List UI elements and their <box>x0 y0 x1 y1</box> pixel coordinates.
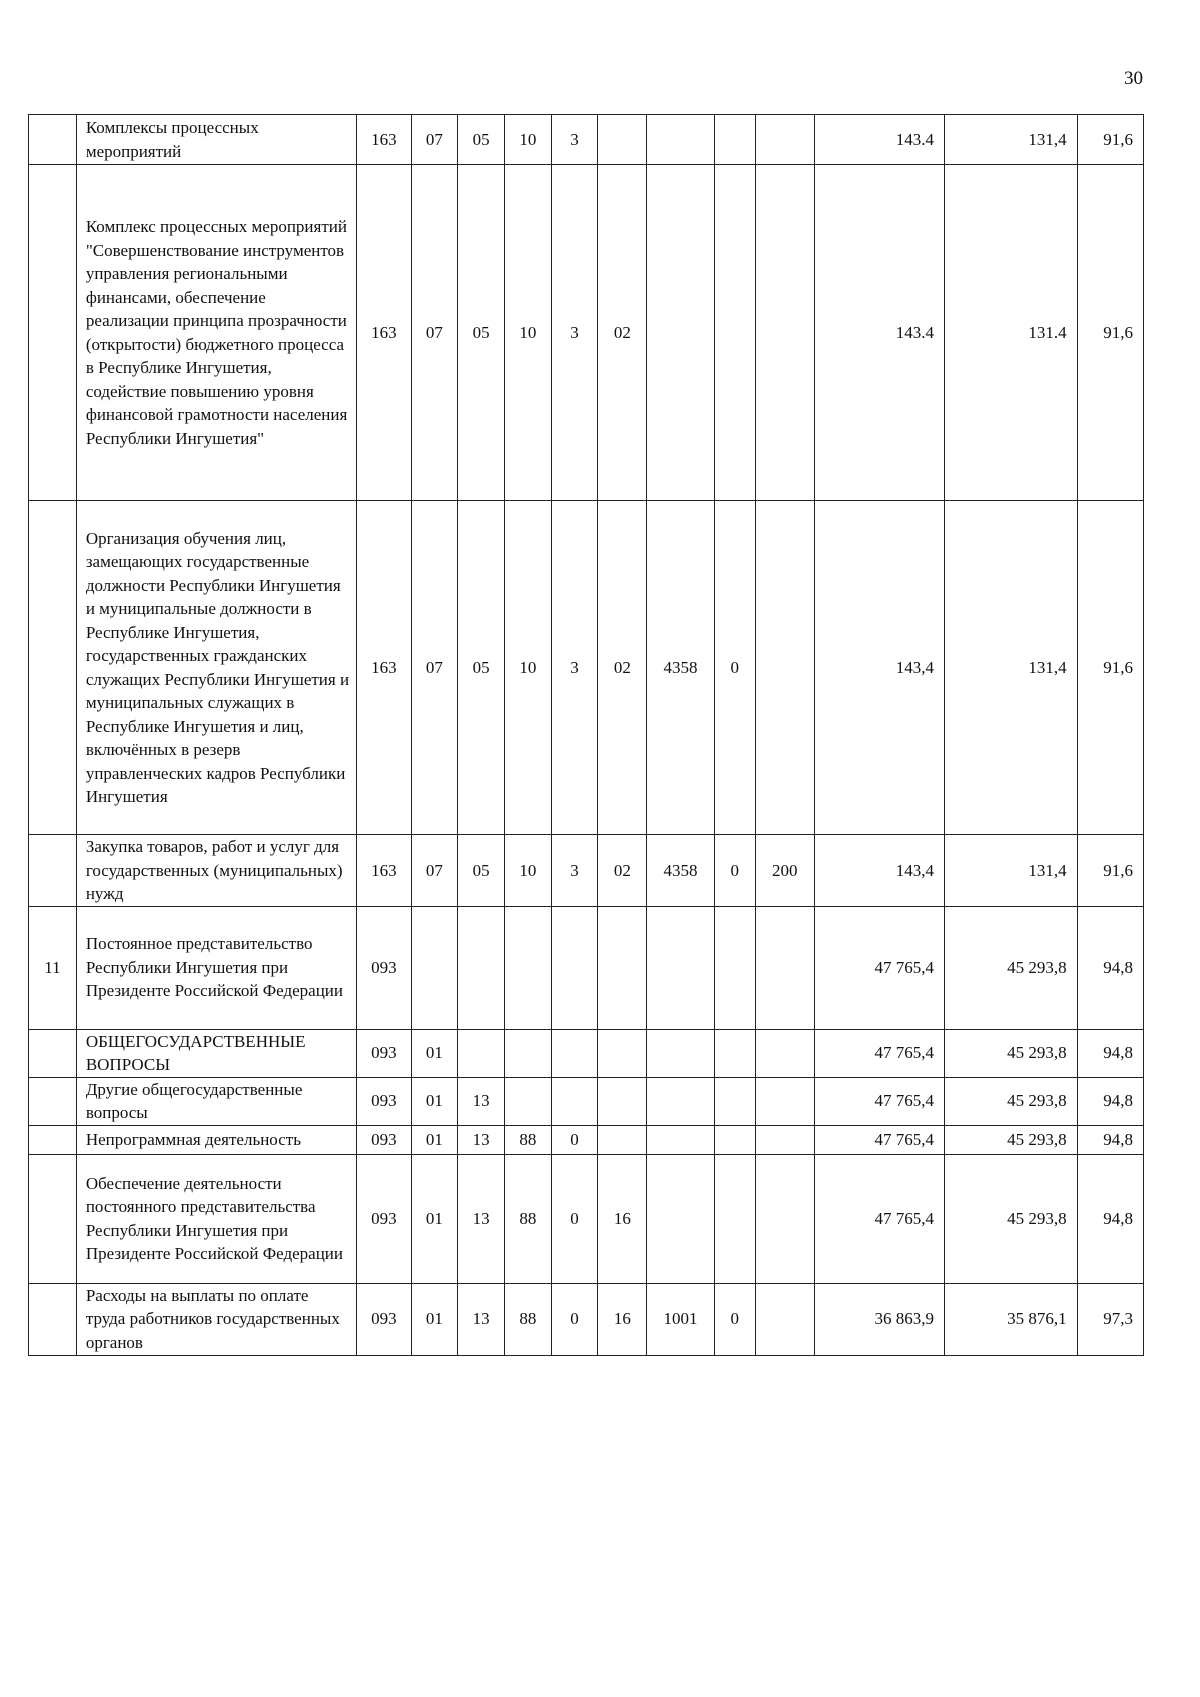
code-cell: 0 <box>714 1283 755 1355</box>
code-cell: 093 <box>357 1154 411 1283</box>
code-cell: 163 <box>357 835 411 907</box>
row-ordinal <box>29 165 77 501</box>
code-cell <box>458 906 505 1029</box>
code-cell: 4358 <box>647 501 714 835</box>
row-name: Организация обучения лиц, замещающих государственные должности Республики Ингушетия и муниципальные должности в Республике Ингушетия, государственных гражданских служащих Республики Ингушетия и муниципальных служащих в Республике Ингушетия и лиц, включённых в резерв управленческих кадров Республики Ингушетия <box>76 501 356 835</box>
code-cell <box>755 1125 814 1154</box>
code-cell: 093 <box>357 1283 411 1355</box>
code-cell <box>755 1154 814 1283</box>
code-cell: 07 <box>411 501 458 835</box>
percent-cell: 91,6 <box>1077 115 1143 165</box>
table-row <box>29 906 1144 1029</box>
percent-cell: 91,6 <box>1077 835 1143 907</box>
code-cell <box>504 1029 551 1077</box>
plan-cell: 47 765,4 <box>814 1029 944 1077</box>
code-cell <box>714 1077 755 1125</box>
code-cell: 3 <box>551 115 598 165</box>
code-cell: 13 <box>458 1077 505 1125</box>
percent-cell: 91,6 <box>1077 501 1143 835</box>
code-cell: 3 <box>551 501 598 835</box>
code-cell: 01 <box>411 1125 458 1154</box>
code-cell: 0 <box>551 1125 598 1154</box>
code-cell: 3 <box>551 165 598 501</box>
code-cell: 1001 <box>647 1283 714 1355</box>
code-cell: 16 <box>598 1154 647 1283</box>
code-cell: 10 <box>504 835 551 907</box>
code-cell: 88 <box>504 1125 551 1154</box>
fact-cell: 45 293,8 <box>945 1077 1078 1125</box>
plan-cell: 143.4 <box>814 115 944 165</box>
row-name: Комплексы процессных мероприятий <box>76 115 356 165</box>
fact-cell: 131,4 <box>945 115 1078 165</box>
plan-cell: 47 765,4 <box>814 906 944 1029</box>
code-cell <box>714 906 755 1029</box>
table-row <box>29 115 1144 165</box>
code-cell <box>714 1125 755 1154</box>
row-ordinal <box>29 115 77 165</box>
row-ordinal <box>29 1154 77 1283</box>
code-cell: 07 <box>411 835 458 907</box>
code-cell <box>714 115 755 165</box>
code-cell: 16 <box>598 1283 647 1355</box>
table-row <box>29 1283 1144 1355</box>
page-number: 30 <box>1124 68 1143 89</box>
code-cell <box>458 1029 505 1077</box>
row-name: Постоянное представительство Республики Ингушетия при Президенте Российской Федерации <box>76 906 356 1029</box>
code-cell <box>647 1029 714 1077</box>
code-cell <box>755 501 814 835</box>
code-cell: 13 <box>458 1154 505 1283</box>
code-cell: 05 <box>458 835 505 907</box>
table-row <box>29 165 1144 501</box>
plan-cell: 47 765,4 <box>814 1154 944 1283</box>
code-cell: 01 <box>411 1154 458 1283</box>
code-cell <box>755 115 814 165</box>
code-cell: 10 <box>504 115 551 165</box>
row-ordinal <box>29 1283 77 1355</box>
code-cell <box>504 906 551 1029</box>
code-cell: 01 <box>411 1077 458 1125</box>
code-cell: 02 <box>598 835 647 907</box>
code-cell <box>647 115 714 165</box>
code-cell: 88 <box>504 1283 551 1355</box>
fact-cell: 45 293,8 <box>945 1125 1078 1154</box>
code-cell: 07 <box>411 165 458 501</box>
percent-cell: 94,8 <box>1077 1125 1143 1154</box>
code-cell: 0 <box>551 1154 598 1283</box>
code-cell <box>755 1283 814 1355</box>
code-cell: 093 <box>357 1029 411 1077</box>
percent-cell: 91,6 <box>1077 165 1143 501</box>
code-cell: 3 <box>551 835 598 907</box>
code-cell <box>411 906 458 1029</box>
table-row <box>29 835 1144 907</box>
row-ordinal <box>29 1125 77 1154</box>
row-name: Непрограммная деятельность <box>76 1125 356 1154</box>
row-name: Обеспечение деятельности постоянного представительства Республики Ингушетия при Президенте Российской Федерации <box>76 1154 356 1283</box>
code-cell <box>551 1077 598 1125</box>
fact-cell: 45 293,8 <box>945 906 1078 1029</box>
table-row <box>29 1029 1144 1077</box>
code-cell <box>714 1029 755 1077</box>
code-cell: 02 <box>598 165 647 501</box>
table-body <box>29 115 1144 1356</box>
table-row <box>29 1077 1144 1125</box>
code-cell: 0 <box>714 501 755 835</box>
fact-cell: 131,4 <box>945 835 1078 907</box>
code-cell: 13 <box>458 1283 505 1355</box>
table-row <box>29 501 1144 835</box>
code-cell: 10 <box>504 165 551 501</box>
row-name: ОБЩЕГОСУДАРСТВЕННЫЕ ВОПРОСЫ <box>76 1029 356 1077</box>
fact-cell: 131.4 <box>945 165 1078 501</box>
code-cell <box>714 1154 755 1283</box>
budget-table <box>28 114 1144 1356</box>
table-row <box>29 1154 1144 1283</box>
row-ordinal <box>29 1029 77 1077</box>
code-cell <box>647 906 714 1029</box>
code-cell: 093 <box>357 1077 411 1125</box>
code-cell <box>755 165 814 501</box>
plan-cell: 47 765,4 <box>814 1125 944 1154</box>
row-name: Другие общегосударственные вопросы <box>76 1077 356 1125</box>
code-cell: 07 <box>411 115 458 165</box>
code-cell: 093 <box>357 1125 411 1154</box>
code-cell <box>647 1154 714 1283</box>
code-cell: 88 <box>504 1154 551 1283</box>
code-cell <box>598 906 647 1029</box>
row-ordinal <box>29 835 77 907</box>
table-row <box>29 1125 1144 1154</box>
code-cell: 05 <box>458 115 505 165</box>
code-cell <box>755 1077 814 1125</box>
plan-cell: 143,4 <box>814 501 944 835</box>
code-cell <box>598 1125 647 1154</box>
percent-cell: 94,8 <box>1077 906 1143 1029</box>
code-cell <box>551 906 598 1029</box>
code-cell: 02 <box>598 501 647 835</box>
code-cell <box>551 1029 598 1077</box>
row-name: Расходы на выплаты по оплате труда работников государственных органов <box>76 1283 356 1355</box>
row-ordinal: 11 <box>29 906 77 1029</box>
code-cell <box>755 1029 814 1077</box>
row-ordinal <box>29 1077 77 1125</box>
code-cell <box>598 115 647 165</box>
code-cell <box>755 906 814 1029</box>
code-cell: 13 <box>458 1125 505 1154</box>
fact-cell: 131,4 <box>945 501 1078 835</box>
code-cell: 200 <box>755 835 814 907</box>
code-cell: 163 <box>357 165 411 501</box>
code-cell: 163 <box>357 501 411 835</box>
code-cell: 163 <box>357 115 411 165</box>
code-cell: 4358 <box>647 835 714 907</box>
code-cell <box>598 1077 647 1125</box>
code-cell <box>714 165 755 501</box>
percent-cell: 94,8 <box>1077 1154 1143 1283</box>
percent-cell: 97,3 <box>1077 1283 1143 1355</box>
fact-cell: 35 876,1 <box>945 1283 1078 1355</box>
code-cell: 05 <box>458 501 505 835</box>
row-name: Закупка товаров, работ и услуг для государственных (муниципальных) нужд <box>76 835 356 907</box>
code-cell: 0 <box>551 1283 598 1355</box>
code-cell: 0 <box>714 835 755 907</box>
code-cell <box>504 1077 551 1125</box>
plan-cell: 143.4 <box>814 165 944 501</box>
row-name: Комплекс процессных мероприятий "Совершенствование инструментов управления региональными финансами, обеспечение реализации принципа прозрачности (открытости) бюджетного процесса в Республике Ингушетия, содействие повышению уровня финансовой грамотности населения Республики Ингушетия" <box>76 165 356 501</box>
percent-cell: 94,8 <box>1077 1029 1143 1077</box>
code-cell: 093 <box>357 906 411 1029</box>
code-cell <box>647 165 714 501</box>
row-ordinal <box>29 501 77 835</box>
percent-cell: 94,8 <box>1077 1077 1143 1125</box>
code-cell: 10 <box>504 501 551 835</box>
plan-cell: 36 863,9 <box>814 1283 944 1355</box>
code-cell: 01 <box>411 1283 458 1355</box>
code-cell: 05 <box>458 165 505 501</box>
fact-cell: 45 293,8 <box>945 1154 1078 1283</box>
fact-cell: 45 293,8 <box>945 1029 1078 1077</box>
plan-cell: 143,4 <box>814 835 944 907</box>
plan-cell: 47 765,4 <box>814 1077 944 1125</box>
code-cell <box>598 1029 647 1077</box>
code-cell <box>647 1077 714 1125</box>
code-cell: 01 <box>411 1029 458 1077</box>
code-cell <box>647 1125 714 1154</box>
